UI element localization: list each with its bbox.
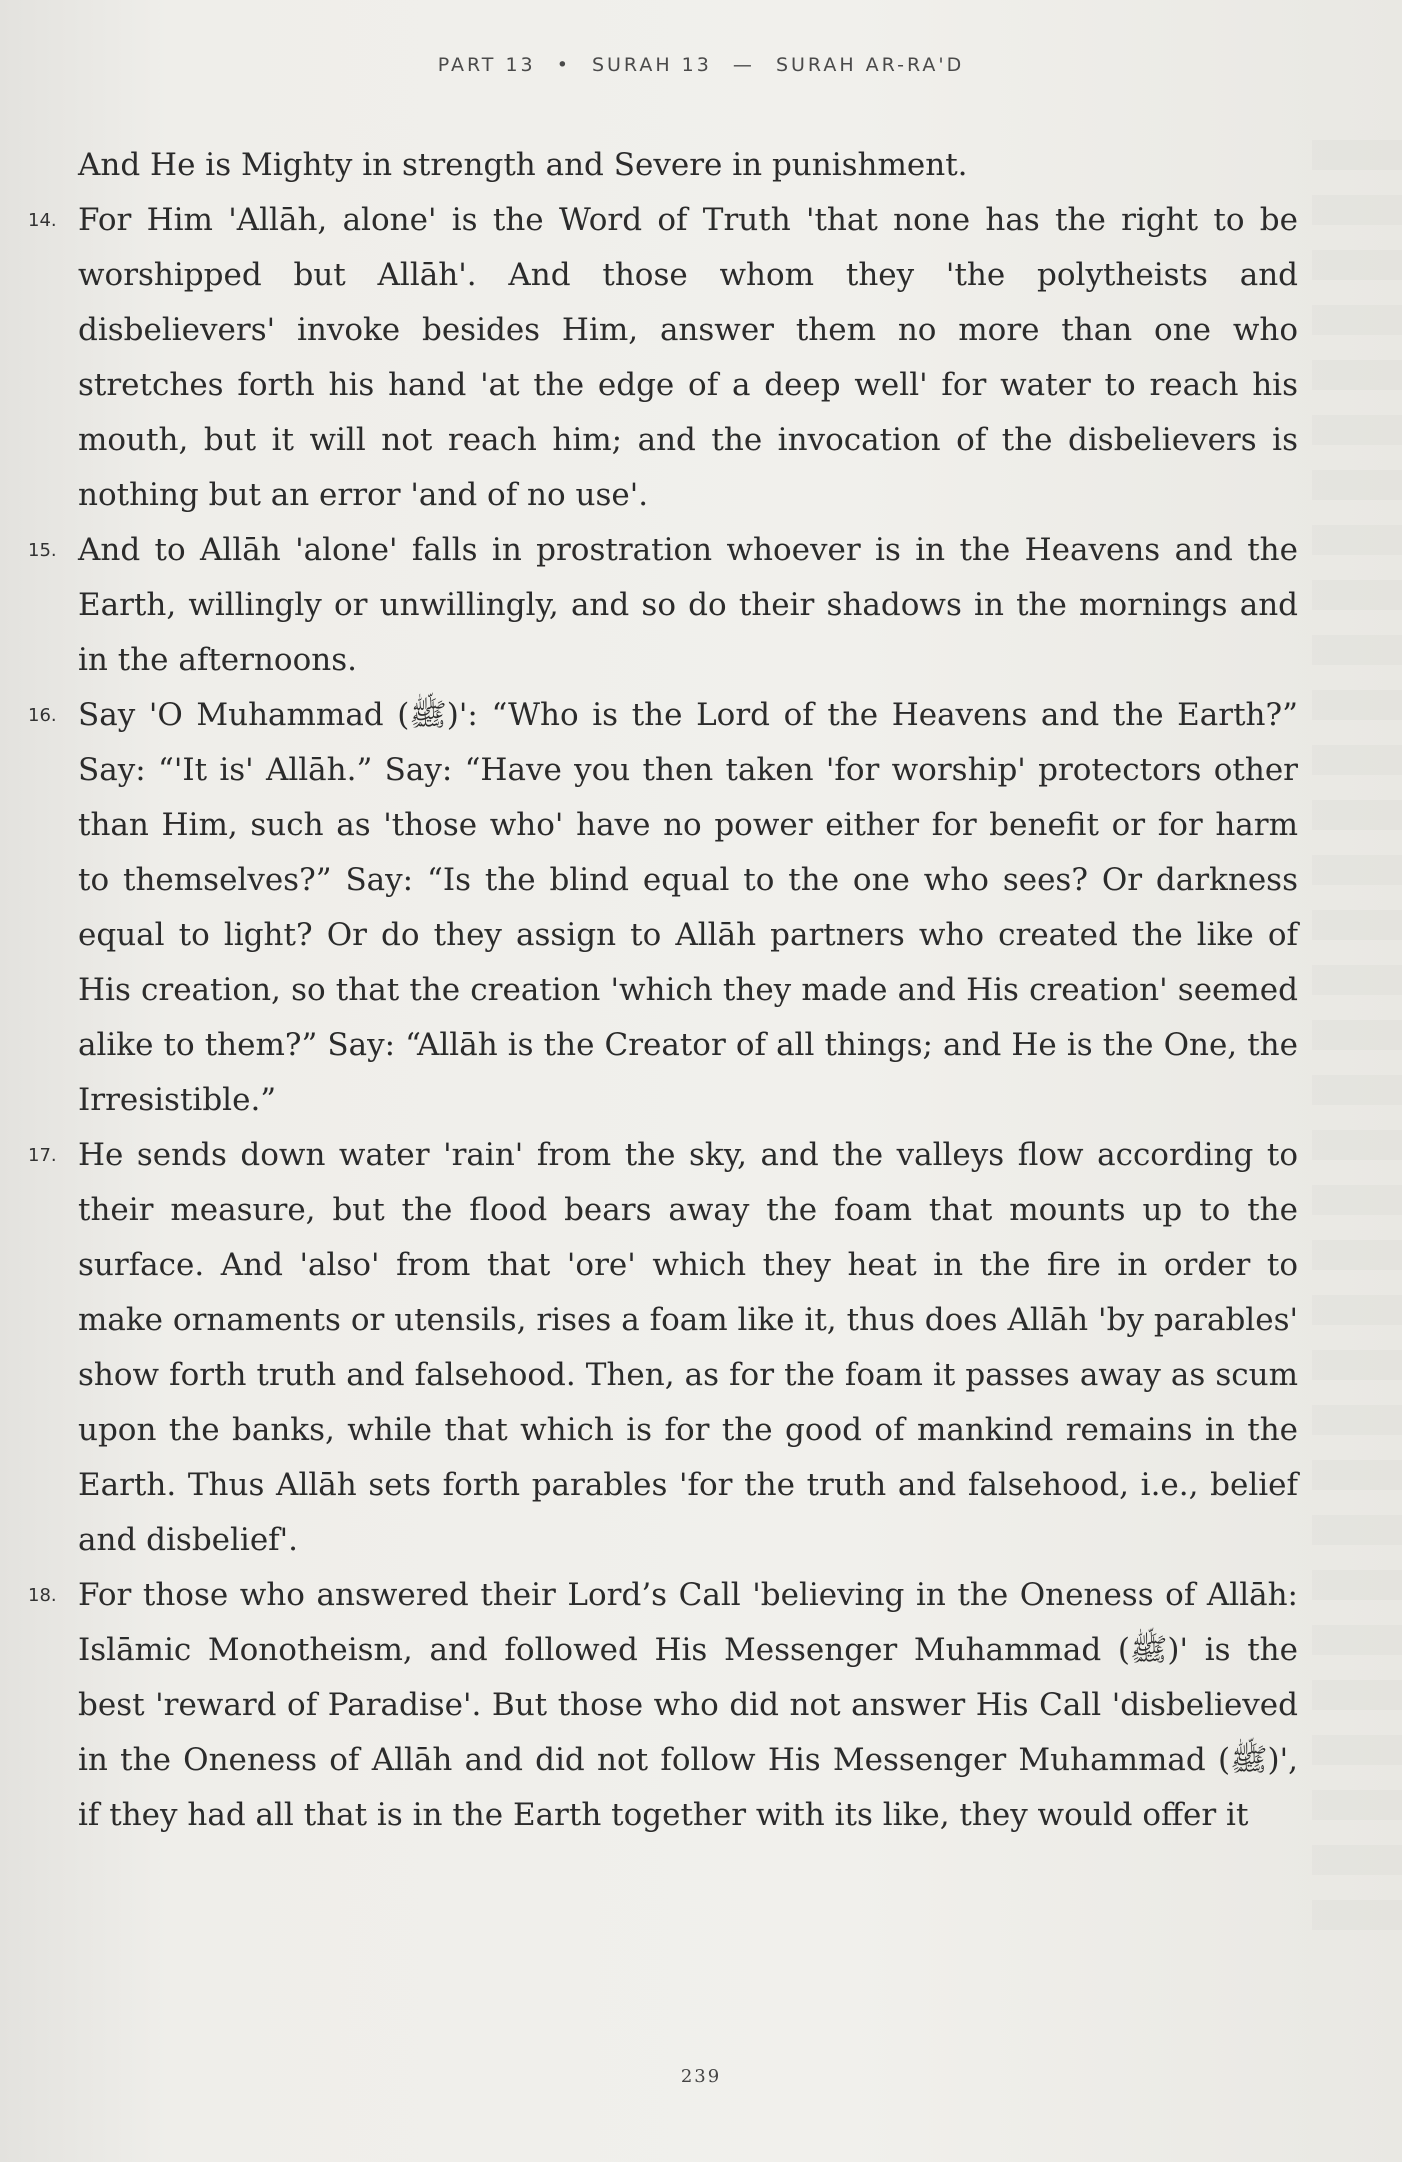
verse-text: And to Allāh 'alone' falls in prostration whoever is in the Heavens and the Earth, willingly or unwillingly, and so do their shadows in the mornings and in the afternoons. [78, 532, 1298, 678]
verse-number: 17. [28, 1145, 57, 1166]
verse-number: 18. [28, 1585, 57, 1606]
verse-18 [28, 1568, 1298, 1843]
verse-text: He sends down water 'rain' from the sky, and the valleys flow according to their measure, but the flood bears away the foam that mounts up to the surface. And 'also' from that 'ore' which they heat in the fire in order to make ornaments or utensils, rises a foam like it, thus does Allāh 'by parables' show forth truth and falsehood. Then, as for the foam it passes away as scum upon the banks, while that which is for the good of mankind remains in the Earth. Thus Allāh sets forth parables 'for the truth and falsehood, i.e., belief and disbelief'. [78, 1137, 1298, 1558]
verse-16 [28, 688, 1298, 1128]
header-part: PART 13 [437, 54, 536, 76]
header-surah-name: SURAH AR-RA'D [775, 54, 965, 76]
verse-number: 16. [28, 705, 57, 726]
page-body [28, 138, 1298, 1843]
intro-text: And He is Mighty in strength and Severe in punishment. [78, 147, 968, 183]
header-bullet: • [556, 54, 571, 76]
verse-number: 15. [28, 540, 57, 561]
verse-number: 14. [28, 210, 57, 231]
verse-text: Say 'O Muhammad (ﷺ)': “Who is the Lord of the Heavens and the Earth?” Say: “'It is' Allāh.” Say: “Have you then taken 'for worship' protectors other than Him, such as 'those who' have no power either for benefit or for harm to themselves?” Say: “Is the blind equal to the one who sees? Or darkness equal to light? Or do they assign to Allāh partners who created the like of His creation, so that the creation 'which they made and His creation' seemed alike to them?” Say: “Allāh is the Creator of all things; and He is the One, the Irresistible.” [78, 697, 1298, 1118]
running-header [0, 54, 1402, 76]
page-number: 239 [680, 2066, 722, 2087]
verse-text: For those who answered their Lord’s Call 'believing in the Oneness of Allāh: Islāmic Monotheism, and followed His Messenger Muhammad (ﷺ)' is the best 'reward of Paradise'. But those who did not answer His Call 'disbelieved in the Oneness of Allāh and did not follow His Messenger Muhammad (ﷺ)', if they had all that is in the Earth together with its like, they would offer it [78, 1577, 1298, 1833]
verse-text: For Him 'Allāh, alone' is the Word of Truth 'that none has the right to be worshipped but Allāh'. And those whom they 'the polytheists and disbelievers' invoke besides Him, answer them no more than one who stretches forth his hand 'at the edge of a deep well' for water to reach his mouth, but it will not reach him; and the invocation of the disbelievers is nothing but an error 'and of no use'. [78, 202, 1298, 513]
intro-line [28, 138, 1298, 193]
verse-17 [28, 1128, 1298, 1568]
verse-15 [28, 523, 1298, 688]
verse-14 [28, 193, 1298, 523]
show-through-shadow [1312, 140, 1402, 1940]
header-dash: — [732, 54, 755, 76]
header-surah: SURAH 13 [591, 54, 712, 76]
